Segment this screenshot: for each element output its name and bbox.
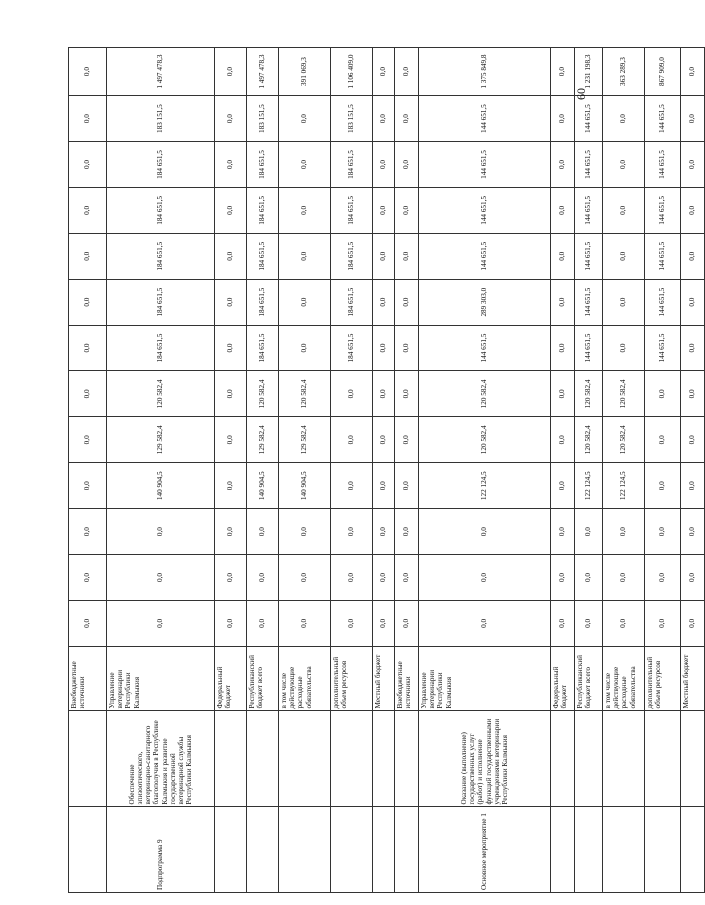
value-cell: 0,0 (279, 233, 331, 279)
value-cell: 0,0 (395, 555, 419, 601)
value-cell: 0,0 (69, 48, 107, 96)
value-cell: 0,0 (107, 555, 215, 601)
value-cell: 0,0 (603, 279, 645, 325)
value-cell: 183 151,5 (107, 96, 215, 142)
value-cell: 0,0 (395, 371, 419, 417)
value-cell: 0,0 (551, 279, 575, 325)
value-cell: 0,0 (603, 600, 645, 646)
value-cell: 144 651,5 (575, 187, 603, 233)
value-cell: 0,0 (551, 463, 575, 509)
value-cell: 0,0 (395, 187, 419, 233)
value-cell: 1 375 849,8 (419, 48, 551, 96)
value-cell: 0,0 (373, 279, 395, 325)
value-cell: 0,0 (645, 600, 681, 646)
value-cell: 120 582,4 (575, 371, 603, 417)
value-cell: 0,0 (215, 96, 247, 142)
value-cell: 120 582,4 (603, 371, 645, 417)
value-cell: 0,0 (215, 463, 247, 509)
value-cell: 0,0 (331, 509, 373, 555)
value-cell: 144 651,5 (575, 233, 603, 279)
value-cell: 184 651,5 (107, 279, 215, 325)
value-cell: 0,0 (279, 555, 331, 601)
value-cell: 0,0 (215, 325, 247, 371)
value-cell: 0,0 (69, 187, 107, 233)
program-cell (395, 807, 419, 893)
value-cell: 0,0 (681, 463, 705, 509)
value-cell: 144 651,5 (645, 325, 681, 371)
value-cell: 0,0 (603, 233, 645, 279)
value-cell: 0,0 (69, 96, 107, 142)
description-cell (69, 711, 107, 807)
value-cell: 0,0 (69, 600, 107, 646)
value-cell: 120 582,4 (419, 371, 551, 417)
value-cell: 1 231 198,3 (575, 48, 603, 96)
value-cell: 120 582,4 (279, 371, 331, 417)
table-row (575, 48, 603, 893)
value-cell: 0,0 (395, 48, 419, 96)
source-cell: Внебюджетные источники (69, 646, 107, 711)
description-cell (681, 711, 705, 807)
value-cell: 0,0 (373, 371, 395, 417)
value-cell: 0,0 (215, 48, 247, 96)
table-row (681, 48, 705, 893)
description-cell (395, 711, 419, 807)
value-cell: 0,0 (373, 187, 395, 233)
source-cell: Местный бюджет (373, 646, 395, 711)
value-cell: 0,0 (551, 417, 575, 463)
description-cell (551, 711, 575, 807)
value-cell: 0,0 (681, 96, 705, 142)
value-cell: 144 651,5 (575, 96, 603, 142)
value-cell: 0,0 (551, 371, 575, 417)
value-cell: 0,0 (419, 600, 551, 646)
value-cell: 0,0 (681, 279, 705, 325)
table-row (331, 48, 373, 893)
value-cell: 0,0 (69, 233, 107, 279)
value-cell: 0,0 (69, 555, 107, 601)
value-cell: 144 651,5 (419, 325, 551, 371)
value-cell: 0,0 (603, 325, 645, 371)
page-number: 60 (574, 88, 588, 100)
value-cell: 0,0 (279, 96, 331, 142)
program-cell (373, 807, 395, 893)
value-cell: 0,0 (575, 555, 603, 601)
value-cell: 0,0 (373, 48, 395, 96)
value-cell: 0,0 (395, 279, 419, 325)
source-cell: Федеральный бюджет (551, 646, 575, 711)
value-cell: 0,0 (69, 279, 107, 325)
value-cell: 0,0 (645, 509, 681, 555)
value-cell: 1 497 478,3 (107, 48, 215, 96)
value-cell: 0,0 (215, 279, 247, 325)
value-cell: 0,0 (331, 463, 373, 509)
program-cell (331, 807, 373, 893)
description-cell (331, 711, 373, 807)
value-cell: 0,0 (279, 509, 331, 555)
value-cell: 0,0 (373, 325, 395, 371)
value-cell: 0,0 (551, 96, 575, 142)
value-cell: 289 303,0 (419, 279, 551, 325)
value-cell: 0,0 (395, 96, 419, 142)
value-cell: 1 106 409,0 (331, 48, 373, 96)
description-cell (645, 711, 681, 807)
source-cell: Внебюджетные источники (395, 646, 419, 711)
table-row (107, 48, 215, 893)
value-cell: 363 289,3 (603, 48, 645, 96)
value-cell: 0,0 (279, 325, 331, 371)
program-cell (69, 807, 107, 893)
description-cell (247, 711, 279, 807)
value-cell: 0,0 (373, 142, 395, 188)
value-cell: 0,0 (419, 509, 551, 555)
value-cell: 0,0 (215, 555, 247, 601)
value-cell: 140 904,5 (279, 463, 331, 509)
source-cell: Управление ветеринарии Республики Калмыкия (419, 646, 551, 711)
value-cell: 184 651,5 (247, 279, 279, 325)
value-cell: 144 651,5 (645, 96, 681, 142)
value-cell: 120 582,4 (247, 371, 279, 417)
value-cell: 0,0 (551, 187, 575, 233)
value-cell: 122 124,5 (603, 463, 645, 509)
value-cell: 0,0 (395, 417, 419, 463)
table-row (215, 48, 247, 893)
value-cell: 0,0 (331, 555, 373, 601)
value-cell: 0,0 (215, 417, 247, 463)
value-cell: 184 651,5 (331, 325, 373, 371)
value-cell: 0,0 (69, 417, 107, 463)
value-cell: 144 651,5 (645, 142, 681, 188)
value-cell: 0,0 (681, 325, 705, 371)
value-cell: 184 651,5 (107, 142, 215, 188)
value-cell: 0,0 (215, 142, 247, 188)
value-cell: 144 651,5 (419, 142, 551, 188)
value-cell: 184 651,5 (107, 325, 215, 371)
value-cell: 0,0 (681, 187, 705, 233)
program-cell (603, 807, 645, 893)
table-row (279, 48, 331, 893)
source-cell: Республиканский бюджет всего (575, 646, 603, 711)
value-cell: 0,0 (373, 96, 395, 142)
value-cell: 0,0 (373, 509, 395, 555)
value-cell: 0,0 (681, 142, 705, 188)
value-cell: 0,0 (551, 509, 575, 555)
program-cell (247, 807, 279, 893)
value-cell: 144 651,5 (645, 187, 681, 233)
value-cell: 0,0 (395, 463, 419, 509)
value-cell: 0,0 (247, 555, 279, 601)
value-cell: 184 651,5 (331, 233, 373, 279)
value-cell: 0,0 (279, 187, 331, 233)
description-cell (279, 711, 331, 807)
program-cell (215, 807, 247, 893)
value-cell: 120 582,4 (107, 371, 215, 417)
value-cell: 183 151,5 (247, 96, 279, 142)
program-cell (681, 807, 705, 893)
value-cell: 1 497 478,3 (247, 48, 279, 96)
value-cell: 0,0 (215, 371, 247, 417)
value-cell: 0,0 (69, 371, 107, 417)
value-cell: 0,0 (681, 600, 705, 646)
value-cell: 120 582,4 (419, 417, 551, 463)
value-cell: 0,0 (681, 555, 705, 601)
table-row (419, 48, 551, 893)
program-cell: Основное мероприятие 1 (419, 807, 551, 893)
value-cell: 129 582,4 (247, 417, 279, 463)
value-cell: 0,0 (645, 463, 681, 509)
description-cell (603, 711, 645, 807)
value-cell: 0,0 (215, 233, 247, 279)
source-cell: Федеральный бюджет (215, 646, 247, 711)
value-cell: 0,0 (215, 509, 247, 555)
value-cell: 0,0 (107, 600, 215, 646)
value-cell: 183 151,5 (331, 96, 373, 142)
source-cell: дополнительный объем ресурсов (331, 646, 373, 711)
value-cell: 140 904,5 (247, 463, 279, 509)
source-cell: в том числе действующие расходные обязательства (279, 646, 331, 711)
value-cell: 144 651,5 (575, 279, 603, 325)
value-cell: 0,0 (247, 509, 279, 555)
value-cell: 0,0 (603, 187, 645, 233)
program-cell (279, 807, 331, 893)
description-cell (575, 711, 603, 807)
value-cell: 0,0 (395, 233, 419, 279)
value-cell: 0,0 (395, 142, 419, 188)
value-cell: 0,0 (645, 555, 681, 601)
value-cell: 0,0 (247, 600, 279, 646)
value-cell: 0,0 (279, 142, 331, 188)
value-cell: 0,0 (215, 187, 247, 233)
value-cell: 0,0 (395, 325, 419, 371)
value-cell: 184 651,5 (107, 187, 215, 233)
value-cell: 0,0 (331, 371, 373, 417)
value-cell: 0,0 (681, 417, 705, 463)
value-cell: 0,0 (395, 509, 419, 555)
table-row (645, 48, 681, 893)
value-cell: 144 651,5 (419, 233, 551, 279)
value-cell: 129 582,4 (279, 417, 331, 463)
value-cell: 0,0 (373, 555, 395, 601)
budget-table (68, 47, 705, 893)
value-cell: 0,0 (107, 509, 215, 555)
description-cell: Оказание (выполнение) государственных услуг (работ) и исполнение функций государственными учреждениями ветеринарии Республики Калмыкия (419, 711, 551, 807)
value-cell: 0,0 (645, 371, 681, 417)
value-cell: 122 124,5 (419, 463, 551, 509)
source-cell: Республиканский бюджет всего (247, 646, 279, 711)
value-cell: 0,0 (681, 509, 705, 555)
value-cell: 129 582,4 (107, 417, 215, 463)
value-cell: 0,0 (551, 600, 575, 646)
table-row (69, 48, 107, 893)
value-cell: 0,0 (575, 600, 603, 646)
value-cell: 0,0 (419, 555, 551, 601)
value-cell: 140 904,5 (107, 463, 215, 509)
value-cell: 0,0 (551, 233, 575, 279)
value-cell: 0,0 (603, 142, 645, 188)
value-cell: 0,0 (551, 48, 575, 96)
value-cell: 0,0 (331, 600, 373, 646)
table-row (551, 48, 575, 893)
value-cell: 0,0 (681, 48, 705, 96)
program-cell: Подпрограмма 9 (107, 807, 215, 893)
value-cell: 0,0 (69, 325, 107, 371)
value-cell: 0,0 (279, 279, 331, 325)
value-cell: 122 124,5 (575, 463, 603, 509)
value-cell: 0,0 (551, 325, 575, 371)
program-cell (551, 807, 575, 893)
value-cell: 120 582,4 (603, 417, 645, 463)
description-cell (215, 711, 247, 807)
program-cell (645, 807, 681, 893)
value-cell: 0,0 (373, 417, 395, 463)
value-cell: 184 651,5 (107, 233, 215, 279)
source-cell: Местный бюджет (681, 646, 705, 711)
value-cell: 184 651,5 (331, 187, 373, 233)
source-cell: дополнительный объем ресурсов (645, 646, 681, 711)
value-cell: 0,0 (575, 509, 603, 555)
value-cell: 0,0 (373, 233, 395, 279)
value-cell: 0,0 (69, 463, 107, 509)
table-row (603, 48, 645, 893)
value-cell: 120 582,4 (575, 417, 603, 463)
value-cell: 0,0 (681, 371, 705, 417)
value-cell: 391 069,3 (279, 48, 331, 96)
value-cell: 0,0 (603, 509, 645, 555)
table-row (373, 48, 395, 893)
value-cell: 0,0 (373, 463, 395, 509)
source-cell: в том числе действующие расходные обязательства (603, 646, 645, 711)
value-cell: 184 651,5 (331, 279, 373, 325)
value-cell: 0,0 (331, 417, 373, 463)
table-row (395, 48, 419, 893)
value-cell: 184 651,5 (247, 142, 279, 188)
value-cell: 144 651,5 (419, 96, 551, 142)
value-cell: 0,0 (69, 142, 107, 188)
value-cell: 0,0 (69, 509, 107, 555)
program-cell (575, 807, 603, 893)
value-cell: 0,0 (395, 600, 419, 646)
description-cell (373, 711, 395, 807)
value-cell: 184 651,5 (247, 187, 279, 233)
value-cell: 144 651,5 (575, 325, 603, 371)
table-row (247, 48, 279, 893)
value-cell: 184 651,5 (247, 325, 279, 371)
source-cell: Управление ветеринарии Республики Калмыкия (107, 646, 215, 711)
value-cell: 184 651,5 (331, 142, 373, 188)
description-cell: Обеспечение эпизоотического, ветеринарно-санитарного благополучия в Республике Калмыкия и развитие государственной ветеринарной службы Республики Калмыкия (107, 711, 215, 807)
value-cell: 184 651,5 (247, 233, 279, 279)
value-cell: 0,0 (215, 600, 247, 646)
value-cell: 144 651,5 (645, 279, 681, 325)
value-cell: 0,0 (373, 600, 395, 646)
value-cell: 144 651,5 (419, 187, 551, 233)
value-cell: 144 651,5 (575, 142, 603, 188)
value-cell: 0,0 (551, 555, 575, 601)
value-cell: 0,0 (551, 142, 575, 188)
value-cell: 0,0 (645, 417, 681, 463)
value-cell: 0,0 (681, 233, 705, 279)
value-cell: 0,0 (603, 96, 645, 142)
value-cell: 144 651,5 (645, 233, 681, 279)
value-cell: 0,0 (279, 600, 331, 646)
value-cell: 0,0 (603, 555, 645, 601)
value-cell: 867 909,0 (645, 48, 681, 96)
